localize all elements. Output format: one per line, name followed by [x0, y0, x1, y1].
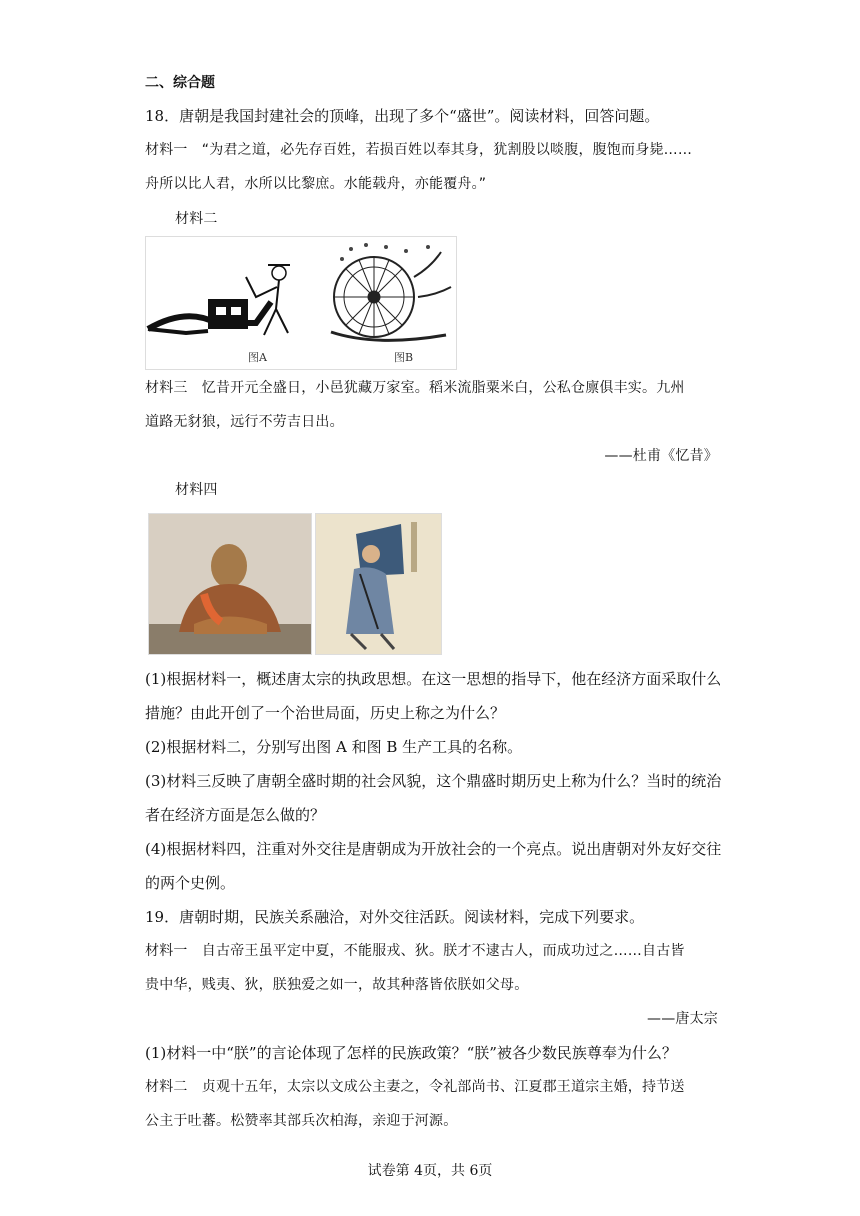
q18-question3-line1: (3)材料三反映了唐朝全盛时期的社会风貌，这个鼎盛时期历史上称为什么？当时的统治 [145, 772, 722, 790]
q18-question3-line2: 者在经济方面是怎么做的？ [145, 806, 326, 824]
section-title: 二、综合题 [145, 75, 215, 91]
q18-material3-line2: 道路无豺狼，远行不劳吉日出。 [145, 414, 344, 430]
q18-question1-line2: 措施？由此开创了一个治世局面，历史上称之为什么？ [145, 704, 506, 722]
material2-figure [145, 236, 457, 370]
q19-material2-line1: 材料二 贞观十五年，太宗以文成公主妻之，令礼部尚书、江夏郡王道宗主婚，持节送 [145, 1079, 685, 1095]
page-footer: 试卷第 4页，共 6页 [367, 1163, 493, 1179]
q19-stem: 19．唐朝时期，民族关系融洽，对外交往活跃。阅读材料，完成下列要求。 [145, 908, 645, 926]
plough-illustration [146, 237, 456, 369]
q18-stem: 18．唐朝是我国封建社会的顶峰，出现了多个“盛世”。阅读材料，回答问题。 [145, 107, 660, 125]
q18-material4-label: 材料四 [175, 482, 218, 498]
q18-question4-line1: (4)根据材料四，注重对外交往是唐朝成为开放社会的一个亮点。说出唐朝对外友好交往 [145, 840, 722, 858]
q19-material1-line2: 贵中华，贱夷、狄，朕独爱之如一，故其种落皆依朕如父母。 [145, 977, 529, 993]
q19-material1-line1: 材料一 自古帝王虽平定中夏，不能服戎、狄。朕才不逮古人，而成功过之……自古皆 [145, 943, 685, 959]
q19-material1-source: ——唐太宗 [647, 1011, 718, 1027]
q18-material2-label: 材料二 [175, 211, 218, 227]
q19-question1: (1)材料一中“朕”的言论体现了怎样的民族政策？“朕”被各少数民族尊奉为什么？ [145, 1044, 677, 1062]
figure-a-caption: 图A [248, 351, 267, 364]
xuanzang-painting-image [315, 513, 442, 655]
q19-material2-line2: 公主于吐蕃。松赞率其部兵次柏海，亲迎于河源。 [145, 1113, 458, 1129]
q18-question1-line1: (1)根据材料一，概述唐太宗的执政思想。在这一思想的指导下，他在经济方面采取什么 [145, 670, 722, 688]
q18-material3-source: ——杜甫《忆昔》 [604, 448, 718, 464]
q18-material1-line1: 材料一 “为君之道，必先存百姓，若损百姓以奉其身，犹割股以啖腹，腹饱而身毙…… [145, 142, 693, 158]
q18-material1-line2: 舟所以比人君，水所以比黎庶。水能载舟，亦能覆舟。” [145, 176, 487, 192]
jianzhen-statue-image [148, 513, 312, 655]
q18-material3-line1: 材料三 忆昔开元全盛日，小邑犹藏万家室。稻米流脂粟米白，公私仓廪俱丰实。九州 [145, 380, 685, 396]
q18-question2: (2)根据材料二，分别写出图 A 和图 B 生产工具的名称。 [145, 738, 523, 756]
figure-b-caption: 图B [394, 351, 414, 364]
q18-question4-line2: 的两个史例。 [145, 874, 236, 892]
